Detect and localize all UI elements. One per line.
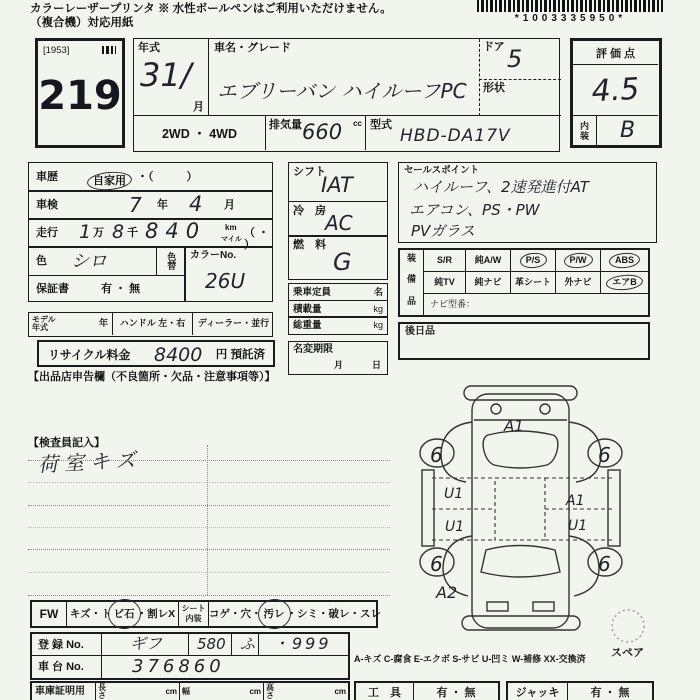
weight-unit: kg [373,320,383,330]
fw-seat-row [30,600,381,628]
displacement-unit: cc [353,119,362,128]
year-label: 年式 [138,42,160,54]
jack-label: ジャッキ [508,683,568,700]
mileage-man: 1 [79,221,92,243]
equip-pw: P/W [569,254,587,265]
equipment-title-3: 品 [407,296,417,306]
garage-length-label: 長さ [98,683,106,700]
fuel-box [288,235,388,280]
registration-class: 580 [189,634,232,656]
spare-label: スペア [611,647,644,659]
fw-label: FW [32,602,67,626]
registration-area: ギフ [102,634,189,656]
capacity-unit: 名 [373,287,383,297]
shaken-label: 車検 [36,199,58,211]
ac-label: 冷 房 [293,204,326,217]
seat-items-circled: 汚レ [262,602,287,626]
registration-kana: ふ [232,634,259,656]
car-name-label: 車名・グレード [214,42,291,54]
lot-box [35,38,125,148]
displacement-label: 排気量 [269,119,302,131]
garage-height-unit: cm [334,687,346,696]
jack-options: 有 ・ 無 [590,687,630,699]
shift-box [288,162,388,202]
car-name-value: エブリーバン ハイルーフPC [217,79,467,103]
dealer-label: ディーラー・並行 [197,318,270,329]
shaken-month: 4 [189,192,203,216]
later-items-box [398,322,650,360]
mark-wheel-fl: 6 [430,552,443,576]
equipment-title-2: 備 [407,274,417,284]
color-change-cell [156,246,186,276]
garage-length-unit: cm [165,687,177,696]
mark-right-upper: A1 [566,493,585,509]
load-unit: kg [373,303,383,314]
color-no-value: 26U [205,269,246,293]
lot-print-code: [1953] [43,45,70,56]
damage-legend: A-キズ C-腐食 E-エクボ S-サビ U-凹ミ W-補修 XX-交換済 [354,654,586,664]
fuel-label: 燃 料 [293,239,326,251]
chassis-number: 376860 [132,656,225,677]
sales-point-box [398,162,657,243]
model-year-label: モデル年式 [32,315,56,332]
history-paren: ・（ ） [137,171,198,183]
jack-box [506,681,654,700]
mileage-sen: 8 [112,221,125,243]
history-value: 自家用 [93,175,126,187]
load-label: 積載量 [293,303,322,315]
equip-sr: S/R [424,250,466,272]
mileage-label: 走行 [36,227,58,239]
name-change-box [288,341,388,375]
door-value: 5 [507,45,523,73]
warranty-row [28,275,186,303]
seat-label-2: 内装 [185,614,202,623]
equip-tv: 純TV [424,272,466,294]
interior-label: 内装 [573,116,597,145]
load-row [288,300,388,318]
name-change-day: 日 [371,359,381,370]
mark-right-lower: U1 [568,518,588,534]
month-suffix: 月 [193,100,204,113]
equip-leather: 革シート [511,272,556,294]
fuel-value: G [333,248,352,276]
garage-height-label: 高さ [266,683,274,700]
fw-items-1: キズ・ト [69,608,112,620]
mark-front-left: A2 [436,583,458,602]
handle-label: ハンドル 左・右 [113,313,193,335]
ac-box [288,201,388,237]
declaration-note: 【出品店申告欄（不良箇所・欠品・注意事項等）】 [28,371,276,383]
seat-items-1: コゲ・穴・ [209,608,262,620]
warranty-options: 有 ・ 無 [101,282,141,295]
door-label: ドア [483,41,505,53]
sen-suffix: 千 [127,227,138,239]
car-damage-diagram [408,378,668,670]
recycle-label: リサイクル料金 [48,348,131,362]
weight-label: 総重量 [293,320,322,331]
registration-number: ・999 [259,634,348,656]
name-change-label: 名変期限 [293,344,333,355]
ac-value: AC [325,210,353,235]
sales-point-line2: エアコン、PS・PW [409,201,540,219]
unit-mile: マイル [221,236,242,243]
shaken-year-suffix: 年 [157,199,168,211]
unit-km: km [225,223,237,232]
equip-navi: 純ナビ [466,272,511,294]
rating-score: 4.5 [590,71,641,110]
chassis-label: 車 台 No. [32,656,102,678]
garage-row [30,681,350,700]
equip-ext-navi: 外ナビ [556,272,601,294]
model-year-row [28,312,273,337]
mileage-paren: （ ・ ） [244,227,270,252]
mileage-row [28,218,273,252]
registration-table [30,632,350,680]
mark-wheel-rr: 6 [598,443,611,467]
mark-left-upper: U1 [444,486,464,502]
sales-point-title: セールスポイント [404,165,480,176]
sales-point-line3: PVガラス [411,222,475,240]
color-change-label: 色替 [166,252,177,270]
mark-left-lower: U1 [445,519,465,535]
drive-options: 2WD ・ 4WD [134,116,266,150]
color-label: 色 [36,255,47,267]
navi-model-label: ナビ型番： [430,299,476,309]
mark-wheel-rl: 6 [430,443,443,467]
vehicle-header-table [133,38,560,152]
equipment-box [398,248,650,317]
history-row [28,162,273,192]
recycle-box [37,340,275,367]
name-change-month: 月 [334,359,344,370]
recycle-suffix: 円 預託済 [215,349,265,361]
equip-airbag: エアB [612,276,637,287]
equip-aw: 純A/W [466,250,511,272]
interior-grade: B [619,117,636,143]
man-suffix: 万 [93,227,104,239]
garage-width-unit: cm [249,687,261,696]
tool-label: 工 具 [356,683,414,700]
mileage-rest: 840 [145,219,207,243]
later-items-label: 後日品 [405,326,435,337]
warranty-label: 保証書 [36,282,69,295]
inspector-title: 【検査員記入】 [28,437,105,449]
sales-point-line1: ハイルーフ、2速発進付AT [413,178,589,196]
color-row [28,246,157,276]
shift-value: IAT [321,173,353,197]
history-label: 車歴 [36,171,58,183]
shaken-row [28,190,273,220]
equipment-title-1: 装 [407,253,417,263]
printer-note-line2: （複合機）対応用紙 [30,17,134,29]
capacity-label: 乗車定員 [293,287,332,298]
seat-label-1: シート [181,604,206,613]
equip-abs: ABS [614,254,634,265]
barcode-text: *1003335950* [514,13,627,24]
model-code-label: 型式 [370,119,392,131]
mark-rear: A1 [504,417,524,435]
shift-label: シフト [293,166,326,178]
garage-width-label: 幅 [182,687,190,696]
mini-barcode-icon [102,46,116,54]
printer-note-line1: カラーレーザープリンタ ※ 水性ボールペンはご利用いただけません。 [30,3,392,15]
tool-box [354,681,500,700]
recycle-value: 8400 [154,344,203,366]
model-year-suffix: 年 [98,318,108,328]
displacement-value: 660 [302,120,343,144]
equip-ps: P/S [525,254,541,265]
seat-items-3: ・シミ・破レ・スレ [286,608,381,620]
color-value: シロ [71,251,107,272]
year-value: 31/ [140,56,192,94]
rating-title: 評 価 点 [573,41,658,65]
shaken-year: 7 [129,193,142,217]
rating-box [570,38,662,148]
inspector-note: 荷室キズ [37,447,143,477]
weight-row [288,316,388,335]
notes-divider [207,445,208,595]
color-no-box [184,246,273,302]
capacity-row [288,283,388,301]
registration-label: 登 録 No. [32,634,102,656]
mark-wheel-fr: 6 [598,552,611,576]
fw-items-circled: ビ石 [112,602,137,626]
model-code-value: HBD-DA17V [400,126,511,146]
barcode [477,0,663,12]
fw-items-3: ・割レX [136,608,176,620]
garage-label: 車庫証明用 [32,683,96,700]
shape-label: 形状 [483,82,505,94]
shaken-month-suffix: 月 [224,199,235,211]
color-no-label: カラーNo. [190,250,237,261]
lot-number: 219 [38,73,122,119]
tool-options: 有 ・ 無 [436,687,476,699]
